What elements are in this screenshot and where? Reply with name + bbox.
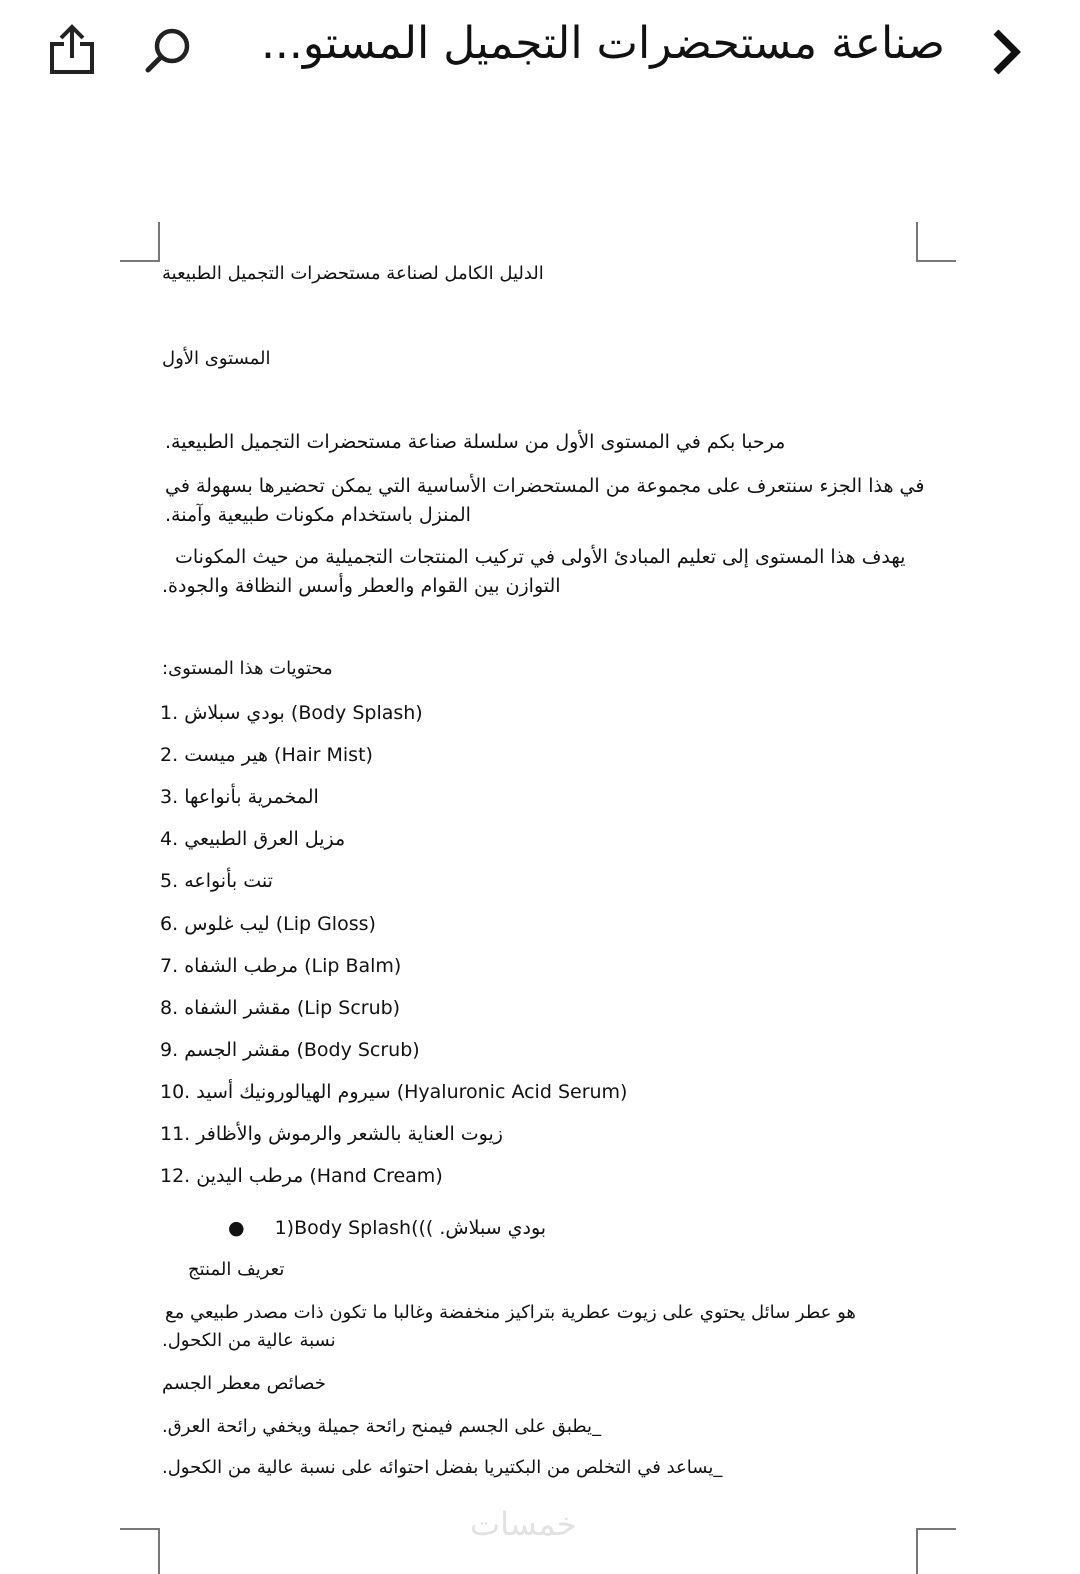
definition-text: نسبة عالية من الكحول. [162, 1330, 336, 1351]
item-english: (Hair Mist) [274, 744, 373, 767]
item-number: 11. [160, 1123, 191, 1145]
bullet-item [228, 1214, 546, 1242]
property-item: _يساعد في التخلص من البكتيريا بفضل احتوائه على نسبة عالية من الكحول. [162, 1457, 723, 1478]
contents-item [160, 783, 319, 811]
search-icon[interactable] [144, 26, 194, 76]
item-arabic: مقشر الشفاه [184, 996, 291, 1019]
intro-text: يهدف هذا المستوى إلى تعليم المبادئ الأولى في تركيب المنتجات التجميلية من حيث المكونات [175, 546, 906, 568]
level-title: المستوى الأول [162, 348, 271, 369]
item-arabic: بودي سبلاش [184, 702, 285, 724]
item-english: (Body Splash) [290, 702, 423, 724]
crop-mark [120, 1528, 160, 1574]
crop-mark [916, 222, 956, 262]
contents-item [160, 741, 373, 769]
item-english: (Lip Balm) [304, 954, 402, 977]
contents-item [160, 1036, 420, 1064]
contents-item [160, 910, 376, 938]
item-arabic: مرطب الشفاه [184, 954, 299, 977]
item-number: 5. [160, 870, 179, 893]
item-number: 1. [160, 702, 179, 724]
item-arabic: مزيل العرق الطبيعي [184, 828, 346, 851]
doc-heading: الدليل الكامل لصناعة مستحضرات التجميل الطبيعية [162, 263, 544, 284]
item-english: (Body Scrub) [296, 1038, 420, 1061]
contents-item [160, 867, 273, 895]
intro-text: التوازن بين القوام والعطر وأسس النظافة والجودة. [162, 575, 561, 597]
item-arabic: مرطب اليدين [196, 1165, 304, 1188]
properties-title: خصائص معطر الجسم [162, 1373, 326, 1394]
chevron-right-icon[interactable] [988, 26, 1024, 78]
top-bar [0, 0, 1080, 100]
contents-title: محتويات هذا المستوى: [162, 658, 333, 679]
item-number: 7. [160, 954, 179, 977]
item-arabic: هير ميست [184, 744, 268, 767]
bullet-ar: بودي سبلاش. [439, 1217, 547, 1239]
item-arabic: مقشر الجسم [184, 1038, 291, 1061]
crop-mark [120, 222, 160, 262]
crop-mark [916, 1528, 956, 1574]
definition-text: هو عطر سائل يحتوي على زيوت عطرية بتراكيز منخفضة وغالبا ما تكون ذات مصدر طبيعي مع [165, 1302, 856, 1323]
item-number: 4. [160, 828, 179, 851]
item-number: 10. [160, 1080, 191, 1103]
item-arabic: سيروم الهيالورونيك أسيد [196, 1080, 391, 1103]
item-number: 9. [160, 1038, 179, 1061]
watermark: خمسات [470, 1505, 577, 1543]
share-icon[interactable] [48, 24, 96, 76]
contents-item [160, 825, 345, 853]
item-english: (Lip Gloss) [275, 912, 376, 935]
item-number: 2. [160, 744, 179, 767]
document-title: صناعة مستحضرات التجميل المستو... [260, 18, 945, 69]
bullet-en: 1)Body Splash((( [274, 1217, 434, 1239]
contents-item [160, 1120, 503, 1148]
item-english: (Hyaluronic Acid Serum) [396, 1080, 628, 1103]
contents-item [160, 1162, 443, 1190]
welcome-text: مرحبا بكم في المستوى الأول من سلسلة صناعة مستحضرات التجميل الطبيعية. [165, 431, 786, 453]
definition-title: تعريف المنتج [188, 1259, 285, 1280]
bullet-icon: ● [228, 1217, 245, 1239]
contents-item [160, 994, 400, 1022]
item-english: (Hand Cream) [309, 1165, 443, 1188]
item-number: 8. [160, 996, 179, 1019]
item-number: 3. [160, 786, 179, 809]
item-number: 12. [160, 1165, 191, 1188]
item-arabic: تنت بأنواعه [184, 870, 273, 893]
intro-text: المنزل باستخدام مكونات طبيعية وآمنة. [165, 504, 471, 526]
contents-item [160, 952, 401, 980]
contents-item [160, 1078, 627, 1106]
intro-text: في هذا الجزء سنتعرف على مجموعة من المستحضرات الأساسية التي يمكن تحضيرها بسهولة في [165, 475, 925, 497]
contents-item [160, 699, 423, 727]
item-arabic: ليب غلوس [184, 912, 270, 935]
item-arabic: زيوت العناية بالشعر والرموش والأظافر [196, 1123, 503, 1145]
item-number: 6. [160, 912, 179, 935]
item-english: (Lip Scrub) [296, 996, 401, 1019]
item-arabic: المخمرية بأنواعها [184, 786, 319, 809]
property-item: _يطبق على الجسم فيمنح رائحة جميلة ويخفي رائحة العرق. [162, 1416, 602, 1437]
